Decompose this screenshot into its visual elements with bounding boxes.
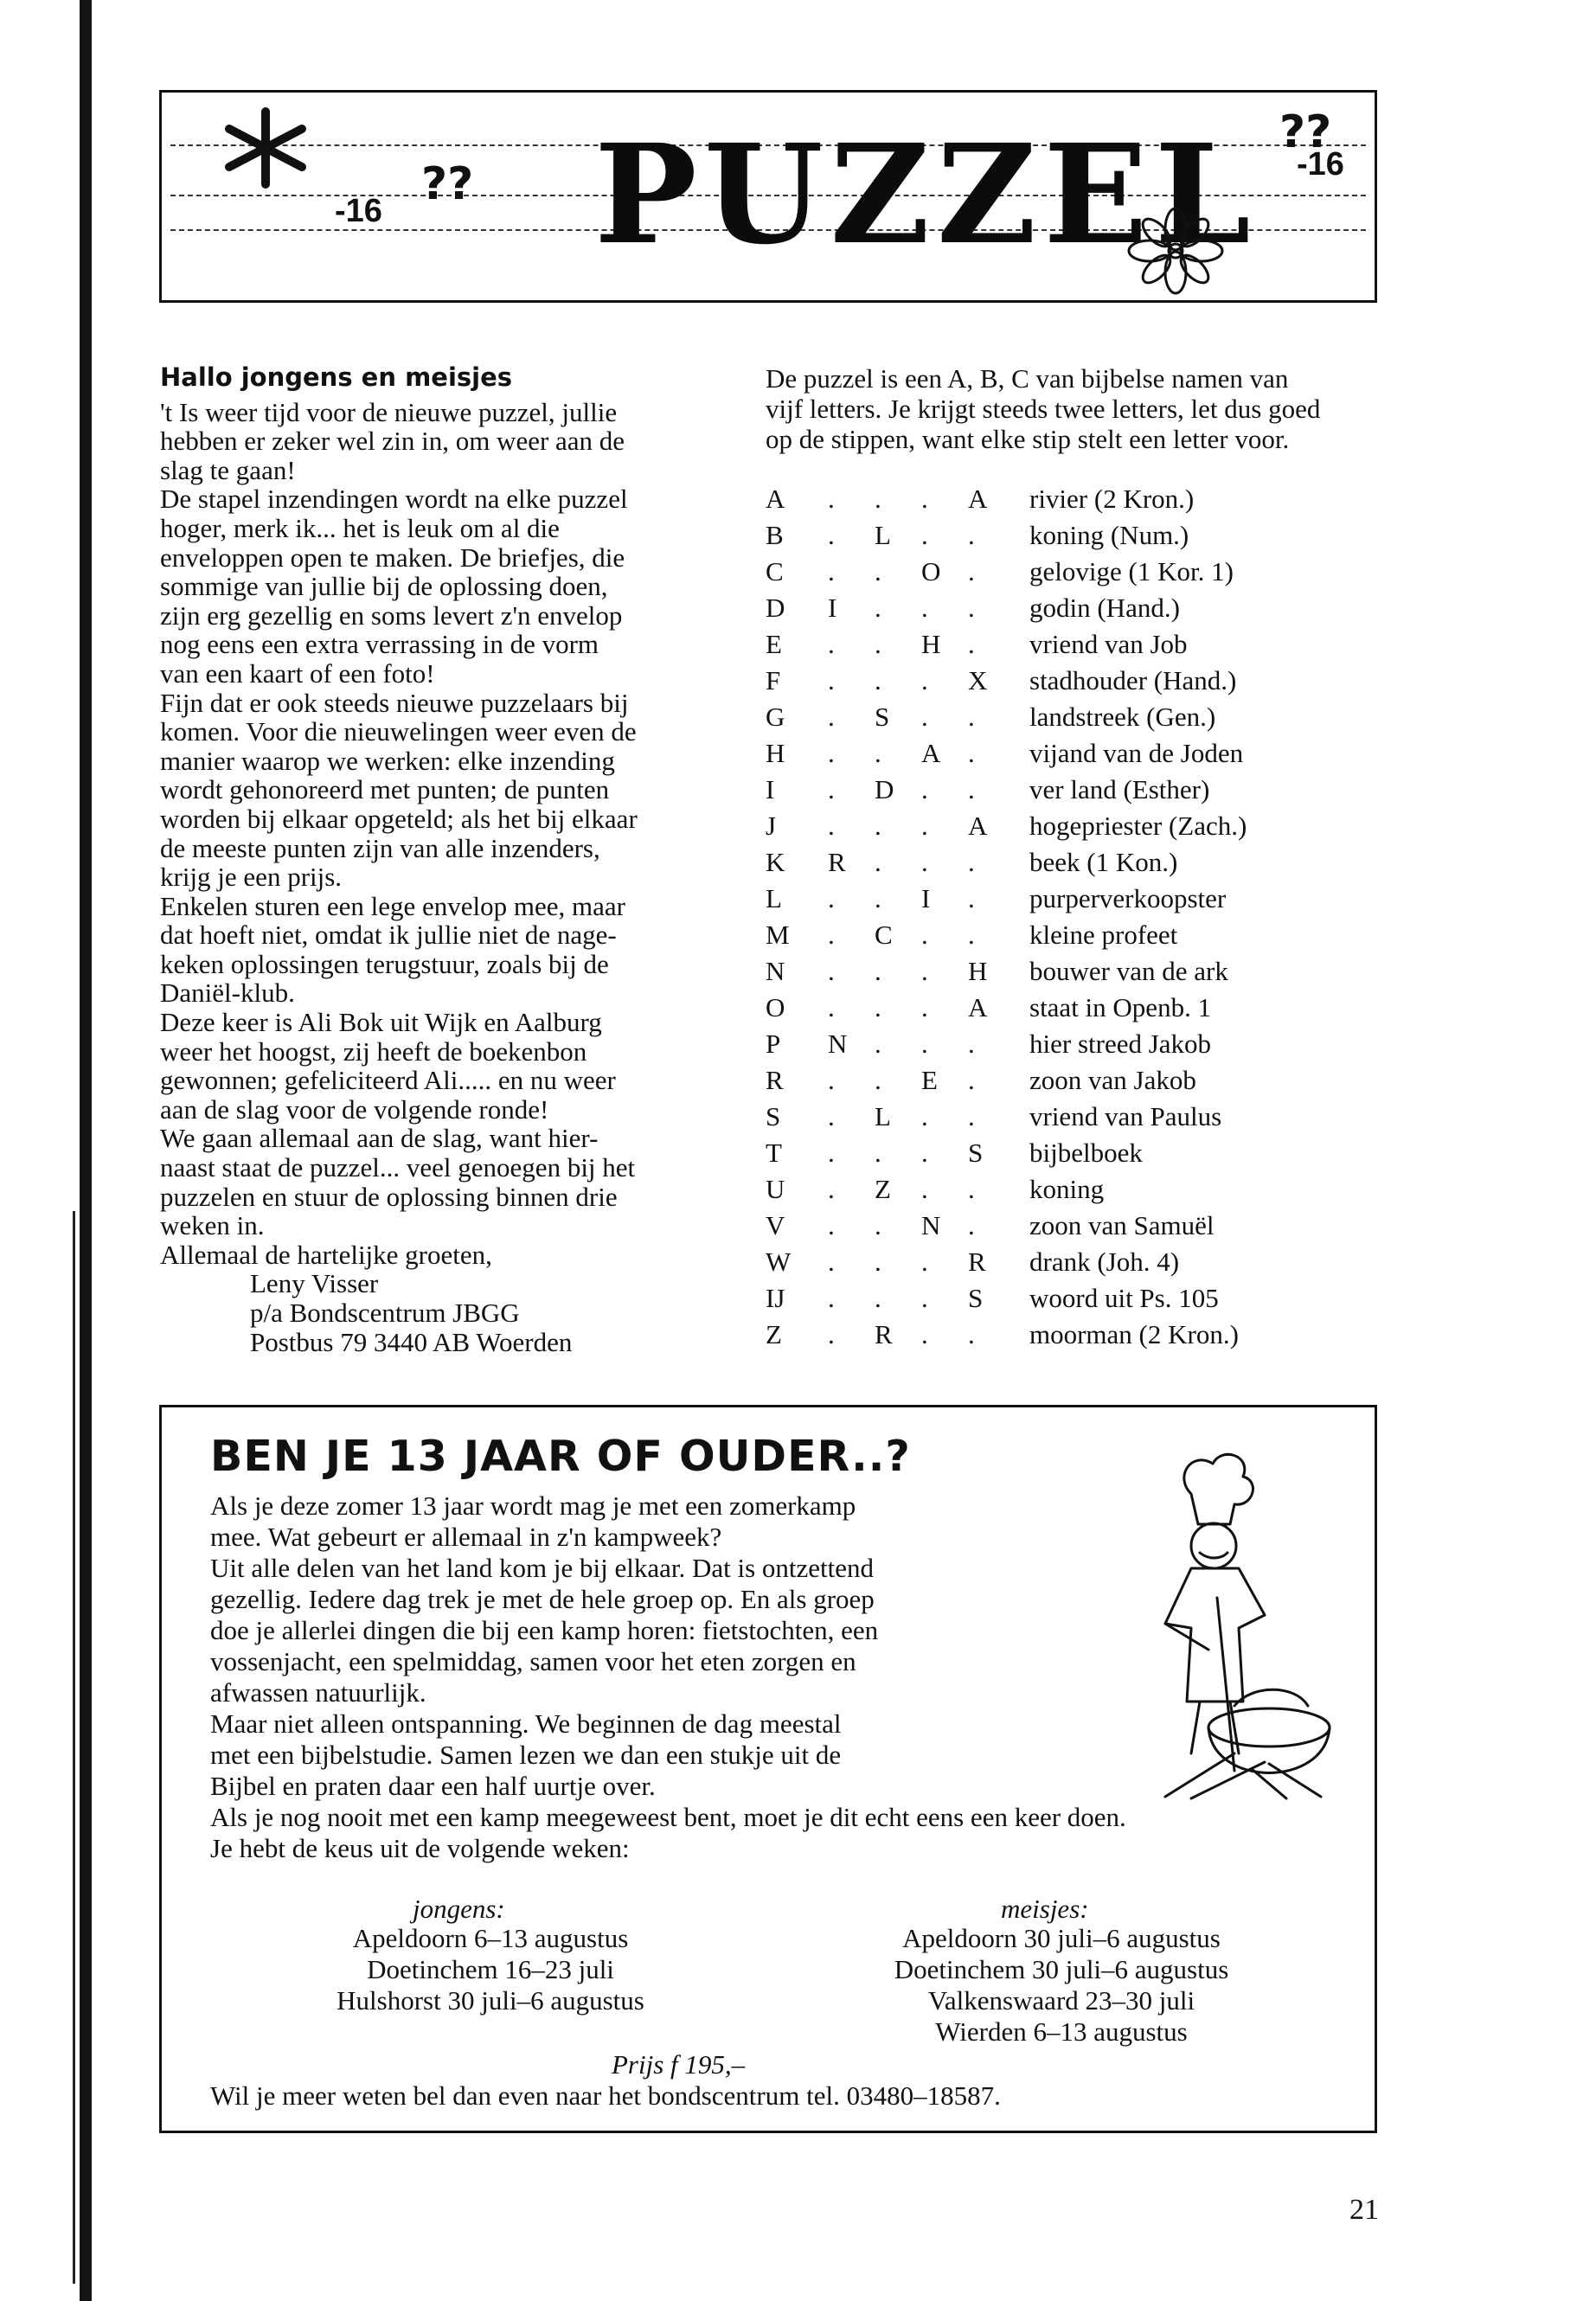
- puzzle-cell: .: [968, 1174, 975, 1204]
- puzzle-cell: .: [875, 1065, 881, 1095]
- puzzle-cell: .: [875, 1283, 881, 1313]
- puzzle-clue: stadhouder (Hand.): [1029, 665, 1237, 695]
- puzzle-cell: L: [875, 1101, 891, 1131]
- puzzle-clue: staat in Openb. 1: [1029, 992, 1212, 1022]
- puzzle-number-right: -16: [1297, 146, 1344, 183]
- puzzle-row: [766, 629, 1388, 665]
- puzzle-initial-letter: S: [766, 1101, 781, 1131]
- puzzle-initial-letter: E: [766, 629, 782, 659]
- puzzle-row: [766, 520, 1388, 556]
- puzzle-number-left: -16: [335, 193, 382, 229]
- puzzle-cell: L: [875, 520, 891, 550]
- puzzle-cell: .: [828, 665, 835, 695]
- puzzle-cell: .: [921, 1174, 928, 1204]
- camp-heading: BEN JE 13 JAAR OF OUDER..?: [210, 1432, 911, 1481]
- puzzle-cell: O: [921, 556, 941, 586]
- puzzle-clue: hogepriester (Zach.): [1029, 811, 1247, 841]
- puzzle-cell: .: [828, 484, 835, 514]
- puzzle-clue: beek (1 Kon.): [1029, 847, 1178, 877]
- puzzle-clue: purperverkoopster: [1029, 883, 1227, 913]
- puzzle-initial-letter: H: [766, 738, 785, 768]
- puzzle-cell: .: [828, 1210, 835, 1240]
- puzzle-cell: .: [968, 1065, 975, 1095]
- puzzle-row: [766, 1029, 1388, 1065]
- puzzle-row: [766, 593, 1388, 629]
- letter-column: [160, 363, 679, 1356]
- puzzle-cell: .: [921, 593, 928, 623]
- puzzle-cell: .: [968, 1029, 975, 1059]
- puzzle-cell: .: [828, 702, 835, 732]
- puzzle-cell: .: [968, 883, 975, 913]
- puzzle-cell: .: [921, 847, 928, 877]
- puzzle-cell: Z: [875, 1174, 891, 1204]
- puzzle-cell: .: [921, 1319, 928, 1349]
- puzzle-cell: R: [968, 1247, 986, 1277]
- puzzle-cell: E: [921, 1065, 938, 1095]
- puzzle-cell: I: [828, 593, 837, 623]
- puzzle-row: [766, 1283, 1388, 1319]
- puzzle-cell: .: [828, 1065, 835, 1095]
- puzzle-initial-letter: R: [766, 1065, 784, 1095]
- puzzle-clue: bouwer van de ark: [1029, 956, 1228, 986]
- puzzle-cell: .: [968, 520, 975, 550]
- chef-cooking-illustration: [1061, 1442, 1338, 1805]
- puzzle-row: [766, 1174, 1388, 1210]
- puzzle-intro: De puzzel is een A, B, C van bijbelse namen van vijf letters. Je krijgt steeds twee letters, let dus goed op de stippen, want elke stip stelt een letter voor.: [766, 363, 1321, 454]
- puzzle-clue: moorman (2 Kron.): [1029, 1319, 1239, 1349]
- puzzle-cell: .: [828, 992, 835, 1022]
- puzzle-cell: .: [968, 1319, 975, 1349]
- puzzle-clue: zoon van Samuël: [1029, 1210, 1215, 1240]
- puzzle-cell: .: [921, 1029, 928, 1059]
- puzzle-initial-letter: N: [766, 956, 785, 986]
- puzzle-row: [766, 702, 1388, 738]
- puzzle-clue: koning: [1029, 1174, 1105, 1204]
- puzzle-clue: woord uit Ps. 105: [1029, 1283, 1219, 1313]
- letter-body: 't Is weer tijd voor de nieuwe puzzel, jullie hebben er zeker wel zin in, om weer aan de slag te gaan! De stapel inzendingen wordt na elke puzzel hoger, merk ik... het is leuk om al die enveloppen open te maken. De briefjes, die sommige van jullie bij de oplossing doen, zijn erg gezellig en soms levert z'n envelop nog eens een extra verrassing in de vorm van een kaart of een foto! Fijn dat er ook steeds nieuwe puzzelaars bij komen. Voor die nieuwelingen weer even de manier waarop we werken: elke inzending wordt gehonoreerd met punten; de punten worden bij elkaar opgeteld; als het bij elkaar de meeste punten zijn van alle inzenders, krijg je een prijs. Enkelen sturen een lege envelop mee, maar dat hoeft niet, omdat ik jullie niet de nage- keken oplossingen terugstuur, zoals bij de Daniël-klub. Deze keer is Ali Bok uit Wijk en Aalburg weer het hoogst, zij heeft de boekenbon gewonnen; gefeliciteerd Ali..... en nu weer aan de slag voor de volgende ronde! We gaan allemaal aan de slag, want hier- naast staat de puzzel... veel genoegen bij het puzzelen en stuur de oplossing binnen drie weken in. Allemaal de hartelijke groeten,: [160, 396, 638, 1270]
- contact-info: Wil je meer weten bel dan even naar het bondscentrum tel. 03480–18587.: [210, 2080, 1001, 2111]
- puzzle-row: [766, 847, 1388, 883]
- puzzle-row: [766, 920, 1388, 956]
- greeting-heading: Hallo jongens en meisjes: [160, 362, 513, 392]
- girls-camp-list: Apeldoorn 30 juli–6 augustus Doetinchem 30 juli–6 augustus Valkenswaard 23–30 juli Wierden 6–13 augustus: [894, 1923, 1229, 2047]
- puzzle-cell: .: [828, 1138, 835, 1168]
- puzzle-header-banner: [159, 90, 1377, 303]
- puzzle-initial-letter: W: [766, 1247, 792, 1277]
- puzzle-cell: A: [968, 484, 988, 514]
- puzzle-cell: .: [921, 811, 928, 841]
- puzzle-cell: C: [875, 920, 893, 950]
- puzzle-row: [766, 484, 1388, 520]
- camp-price: Prijs f 195,–: [612, 2049, 746, 2080]
- puzzle-clue: drank (Joh. 4): [1029, 1247, 1180, 1277]
- puzzle-initial-letter: IJ: [766, 1283, 785, 1313]
- puzzle-cell: A: [968, 811, 988, 841]
- puzzle-cell: .: [828, 1101, 835, 1131]
- puzzle-clue: landstreek (Gen.): [1029, 702, 1216, 732]
- puzzle-initial-letter: D: [766, 593, 785, 623]
- puzzle-cell: .: [875, 665, 881, 695]
- puzzle-cell: .: [875, 883, 881, 913]
- puzzle-cell: H: [968, 956, 988, 986]
- puzzle-row: [766, 956, 1388, 992]
- puzzle-clue: koning (Num.): [1029, 520, 1189, 550]
- puzzle-cell: .: [921, 484, 928, 514]
- puzzle-initial-letter: J: [766, 811, 777, 841]
- puzzle-row: [766, 1138, 1388, 1174]
- puzzle-cell: .: [968, 1210, 975, 1240]
- puzzle-cell: .: [828, 629, 835, 659]
- puzzle-initial-letter: I: [766, 774, 775, 804]
- puzzle-cell: .: [828, 1319, 835, 1349]
- puzzle-row: [766, 774, 1388, 811]
- puzzle-clue: gelovige (1 Kor. 1): [1029, 556, 1234, 586]
- puzzle-cell: .: [921, 665, 928, 695]
- puzzle-initial-letter: Z: [766, 1319, 782, 1349]
- puzzle-cell: S: [875, 702, 890, 732]
- puzzle-clue: zoon van Jakob: [1029, 1065, 1196, 1095]
- puzzle-cell: .: [921, 702, 928, 732]
- puzzle-initial-letter: C: [766, 556, 784, 586]
- puzzle-initial-letter: F: [766, 665, 781, 695]
- page-number: 21: [1349, 2194, 1379, 2226]
- puzzle-initial-letter: U: [766, 1174, 785, 1204]
- question-marks-left: ??: [421, 158, 474, 210]
- puzzle-cell: .: [875, 1210, 881, 1240]
- puzzle-cell: .: [921, 774, 928, 804]
- puzzle-initial-letter: T: [766, 1138, 782, 1168]
- puzzle-clue: kleine profeet: [1029, 920, 1178, 950]
- page-title: PUZZEL: [594, 115, 1258, 275]
- puzzle-cell: .: [828, 811, 835, 841]
- camp-body: Als je deze zomer 13 jaar wordt mag je met een zomerkamp mee. Wat gebeurt er allemaal in z'n kampweek? Uit alle delen van het land kom je bij elkaar. Dat is ontzettend gezellig. Iedere dag trek je met de hele groep op. En als groep doe je allerlei dingen die bij een kamp horen: fietstochten, een vossenjacht, een spelmiddag, samen voor het eten zorgen en afwassen natuurlijk. Maar niet alleen ontspanning. We beginnen de dag meestal met een bijbelstudie. Samen lezen we dan een stukje uit de Bijbel en praten daar een half uurtje over. Als je nog nooit met een kamp meegeweest bent, moet je dit echt eens een keer doen. Je hebt de keus uit de volgende weken:: [210, 1490, 1126, 1863]
- puzzle-cell: .: [828, 956, 835, 986]
- puzzle-cell: .: [875, 992, 881, 1022]
- puzzle-column: [766, 363, 1388, 1356]
- puzzle-cell: A: [921, 738, 941, 768]
- flower-icon: [1124, 203, 1227, 298]
- puzzle-cell: I: [921, 883, 931, 913]
- puzzle-clue: bijbelboek: [1029, 1138, 1143, 1168]
- puzzle-cell: .: [875, 847, 881, 877]
- puzzle-initial-letter: L: [766, 883, 782, 913]
- puzzle-cell: .: [968, 593, 975, 623]
- puzzle-row: [766, 1319, 1388, 1356]
- puzzle-cell: N: [921, 1210, 941, 1240]
- puzzle-cell: .: [968, 920, 975, 950]
- puzzle-cell: .: [921, 1138, 928, 1168]
- puzzle-cell: .: [828, 556, 835, 586]
- puzzle-cell: .: [828, 1174, 835, 1204]
- puzzle-cell: .: [968, 556, 975, 586]
- puzzle-cell: .: [921, 1101, 928, 1131]
- puzzle-cell: .: [921, 920, 928, 950]
- puzzle-cell: .: [921, 520, 928, 550]
- puzzle-cell: .: [968, 1101, 975, 1131]
- puzzle-cell: .: [968, 774, 975, 804]
- puzzle-cell: .: [828, 520, 835, 550]
- puzzle-cell: .: [828, 1283, 835, 1313]
- puzzle-initial-letter: O: [766, 992, 785, 1022]
- puzzle-cell: S: [968, 1283, 984, 1313]
- puzzle-cell: H: [921, 629, 941, 659]
- puzzle-cell: .: [921, 992, 928, 1022]
- puzzle-initial-letter: K: [766, 847, 785, 877]
- summer-camp-box: [159, 1405, 1377, 2133]
- puzzle-initial-letter: G: [766, 702, 785, 732]
- binding-line: [73, 1211, 75, 2284]
- puzzle-row: [766, 1101, 1388, 1138]
- puzzle-cell: .: [875, 556, 881, 586]
- puzzle-cell: .: [921, 956, 928, 986]
- puzzle-clue: hier streed Jakob: [1029, 1029, 1212, 1059]
- puzzle-cell: R: [828, 847, 846, 877]
- puzzle-clue: vriend van Job: [1029, 629, 1188, 659]
- puzzle-cell: .: [875, 1138, 881, 1168]
- puzzle-clue: vijand van de Joden: [1029, 738, 1244, 768]
- puzzle-grid: [766, 484, 1388, 1356]
- puzzle-cell: .: [875, 811, 881, 841]
- puzzle-initial-letter: B: [766, 520, 784, 550]
- puzzle-row: [766, 665, 1388, 702]
- girls-heading: meisjes:: [1001, 1894, 1089, 1924]
- puzzle-cell: .: [968, 702, 975, 732]
- puzzle-cell: N: [828, 1029, 848, 1059]
- puzzle-cell: .: [968, 738, 975, 768]
- puzzle-clue: vriend van Paulus: [1029, 1101, 1222, 1131]
- puzzle-row: [766, 1210, 1388, 1247]
- puzzle-cell: .: [875, 956, 881, 986]
- question-marks-right: ??: [1279, 106, 1332, 158]
- puzzle-initial-letter: V: [766, 1210, 785, 1240]
- puzzle-cell: .: [968, 847, 975, 877]
- page-margin-bar: [80, 0, 92, 2301]
- puzzle-cell: .: [875, 593, 881, 623]
- puzzle-clue: rivier (2 Kron.): [1029, 484, 1195, 514]
- puzzle-cell: .: [828, 920, 835, 950]
- puzzle-cell: .: [875, 1029, 881, 1059]
- puzzle-cell: X: [968, 665, 988, 695]
- puzzle-cell: .: [828, 774, 835, 804]
- asterisk-icon: [214, 105, 317, 191]
- puzzle-row: [766, 1065, 1388, 1101]
- puzzle-cell: R: [875, 1319, 893, 1349]
- puzzle-cell: .: [875, 484, 881, 514]
- puzzle-initial-letter: A: [766, 484, 785, 514]
- signature-block: Leny Visser p/a Bondscentrum JBGG Postbus 79 3440 AB Woerden: [250, 1268, 573, 1357]
- puzzle-cell: .: [921, 1283, 928, 1313]
- puzzle-row: [766, 556, 1388, 593]
- puzzle-row: [766, 992, 1388, 1029]
- puzzle-clue: ver land (Esther): [1029, 774, 1210, 804]
- puzzle-row: [766, 811, 1388, 847]
- puzzle-cell: .: [875, 1247, 881, 1277]
- puzzle-cell: .: [968, 629, 975, 659]
- puzzle-row: [766, 738, 1388, 774]
- puzzle-cell: .: [828, 883, 835, 913]
- puzzle-row: [766, 1247, 1388, 1283]
- puzzle-row: [766, 883, 1388, 920]
- boys-camp-list: Apeldoorn 6–13 augustus Doetinchem 16–23 juli Hulshorst 30 juli–6 augustus: [337, 1923, 644, 2016]
- puzzle-initial-letter: P: [766, 1029, 781, 1059]
- puzzle-cell: D: [875, 774, 894, 804]
- puzzle-cell: .: [828, 1247, 835, 1277]
- puzzle-cell: .: [921, 1247, 928, 1277]
- puzzle-clue: godin (Hand.): [1029, 593, 1180, 623]
- puzzle-cell: .: [875, 738, 881, 768]
- puzzle-cell: A: [968, 992, 988, 1022]
- puzzle-initial-letter: M: [766, 920, 790, 950]
- puzzle-cell: .: [875, 629, 881, 659]
- boys-heading: jongens:: [413, 1894, 505, 1924]
- puzzle-cell: S: [968, 1138, 984, 1168]
- puzzle-cell: .: [828, 738, 835, 768]
